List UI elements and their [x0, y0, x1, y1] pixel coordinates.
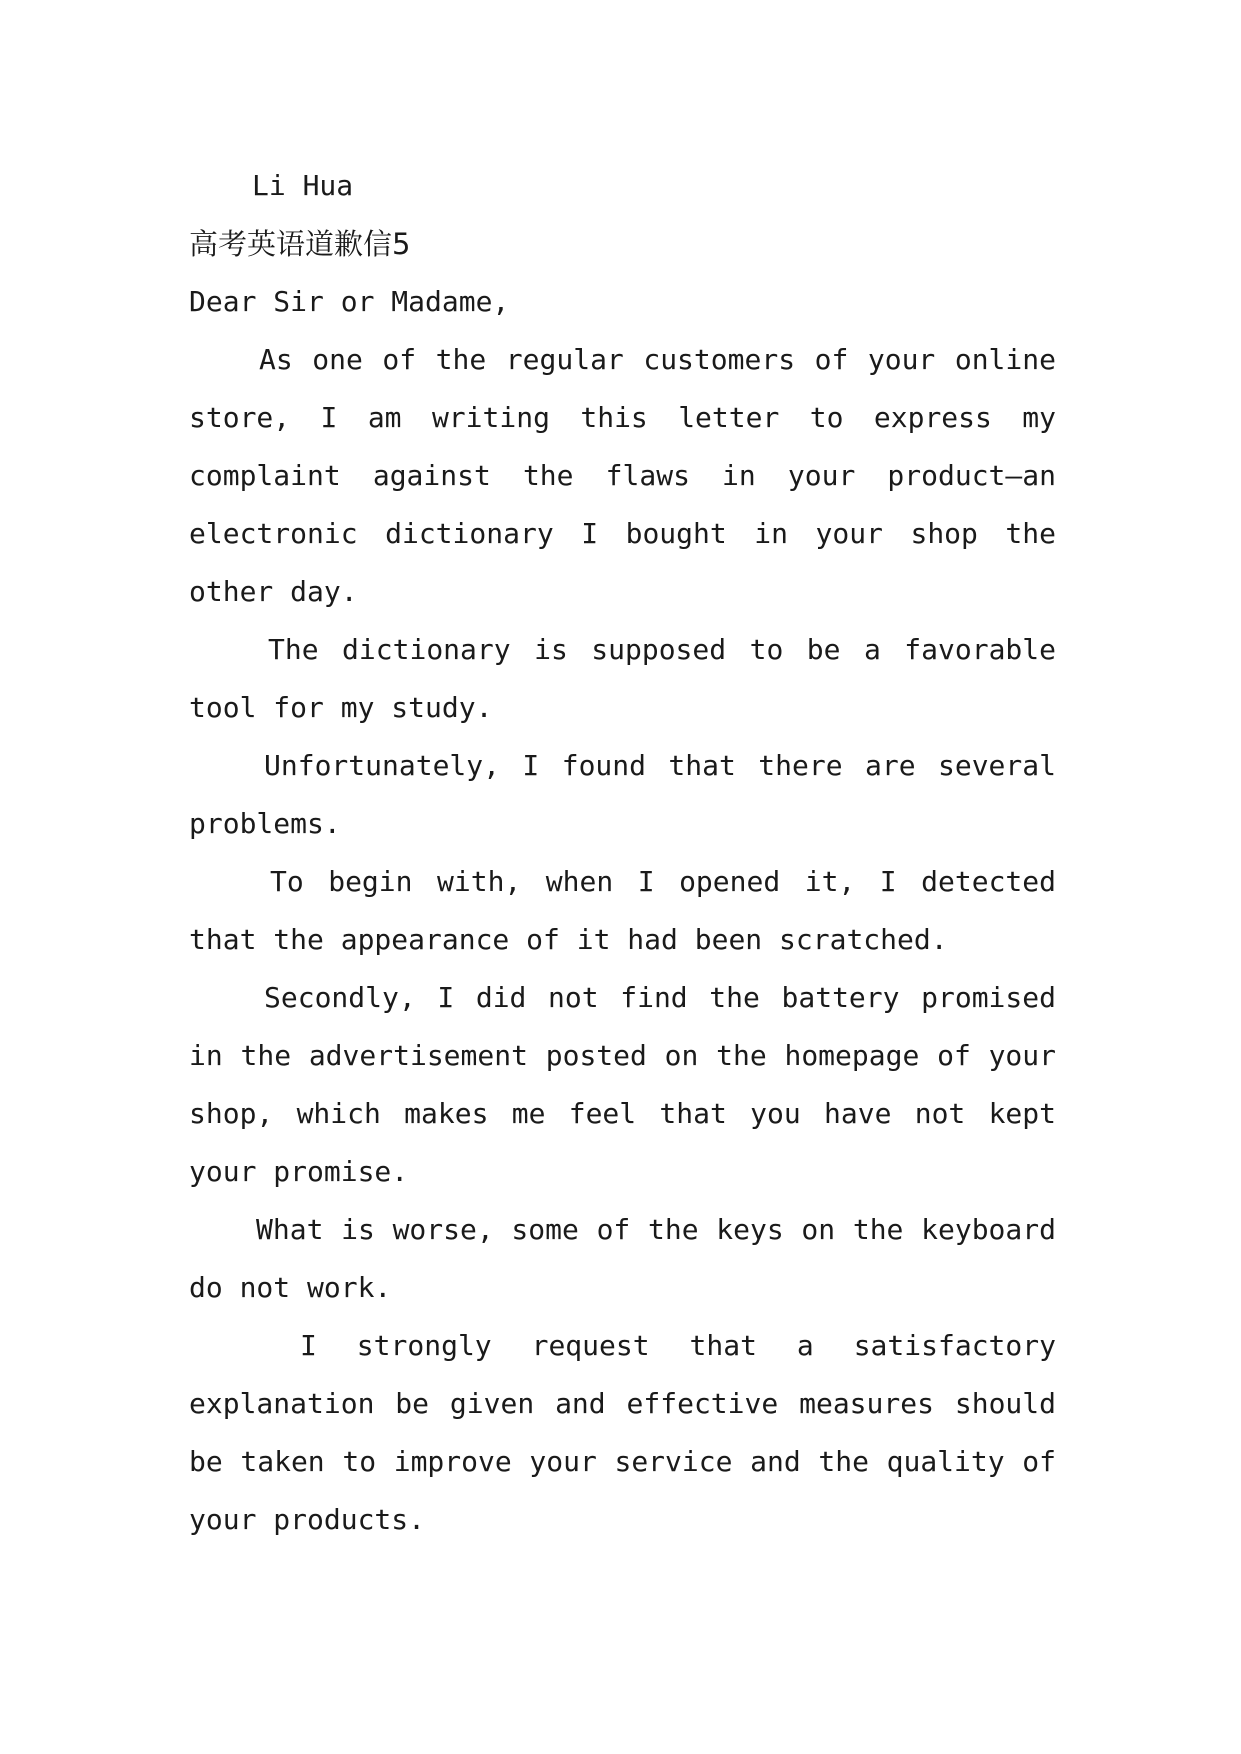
paragraph-line: other day.: [189, 575, 358, 608]
paragraph-line: shop, which makes me feel that you have not kept: [189, 1097, 1056, 1130]
paragraph-line: your products.: [189, 1503, 426, 1536]
paragraph-line: complaint against the flaws in your product—an: [189, 459, 1056, 492]
paragraph-line: tool for my study.: [189, 691, 493, 724]
paragraph-line: explanation be given and effective measures should: [189, 1387, 1056, 1420]
paragraph-line: in the advertisement posted on the homepage of your: [189, 1039, 1056, 1072]
paragraph-line: I strongly request that a satisfactory: [300, 1329, 1056, 1362]
paragraph-line: do not work.: [189, 1271, 392, 1304]
paragraph-line: As one of the regular customers of your online: [259, 343, 1056, 376]
paragraph-line: The dictionary is supposed to be a favorable: [268, 633, 1056, 666]
paragraph-line: electronic dictionary I bought in your shop the: [189, 517, 1056, 550]
paragraph-line: Unfortunately, I found that there are several: [264, 749, 1056, 782]
document-heading: 高考英语道歉信5: [189, 227, 411, 261]
paragraph-line: What is worse, some of the keys on the keyboard: [256, 1213, 1056, 1246]
paragraph-line: be taken to improve your service and the quality of: [189, 1445, 1056, 1478]
signature: Li Hua: [252, 169, 354, 202]
paragraph-line: store, I am writing this letter to express my: [189, 401, 1056, 434]
paragraph-line: problems.: [189, 807, 341, 840]
paragraph-line: To begin with, when I opened it, I detected: [270, 865, 1056, 898]
paragraph-line: your promise.: [189, 1155, 409, 1188]
paragraph-line: that the appearance of it had been scratched.: [189, 923, 948, 956]
salutation: Dear Sir or Madame,: [189, 285, 510, 318]
paragraph-line: Secondly, I did not find the battery promised: [264, 981, 1056, 1014]
